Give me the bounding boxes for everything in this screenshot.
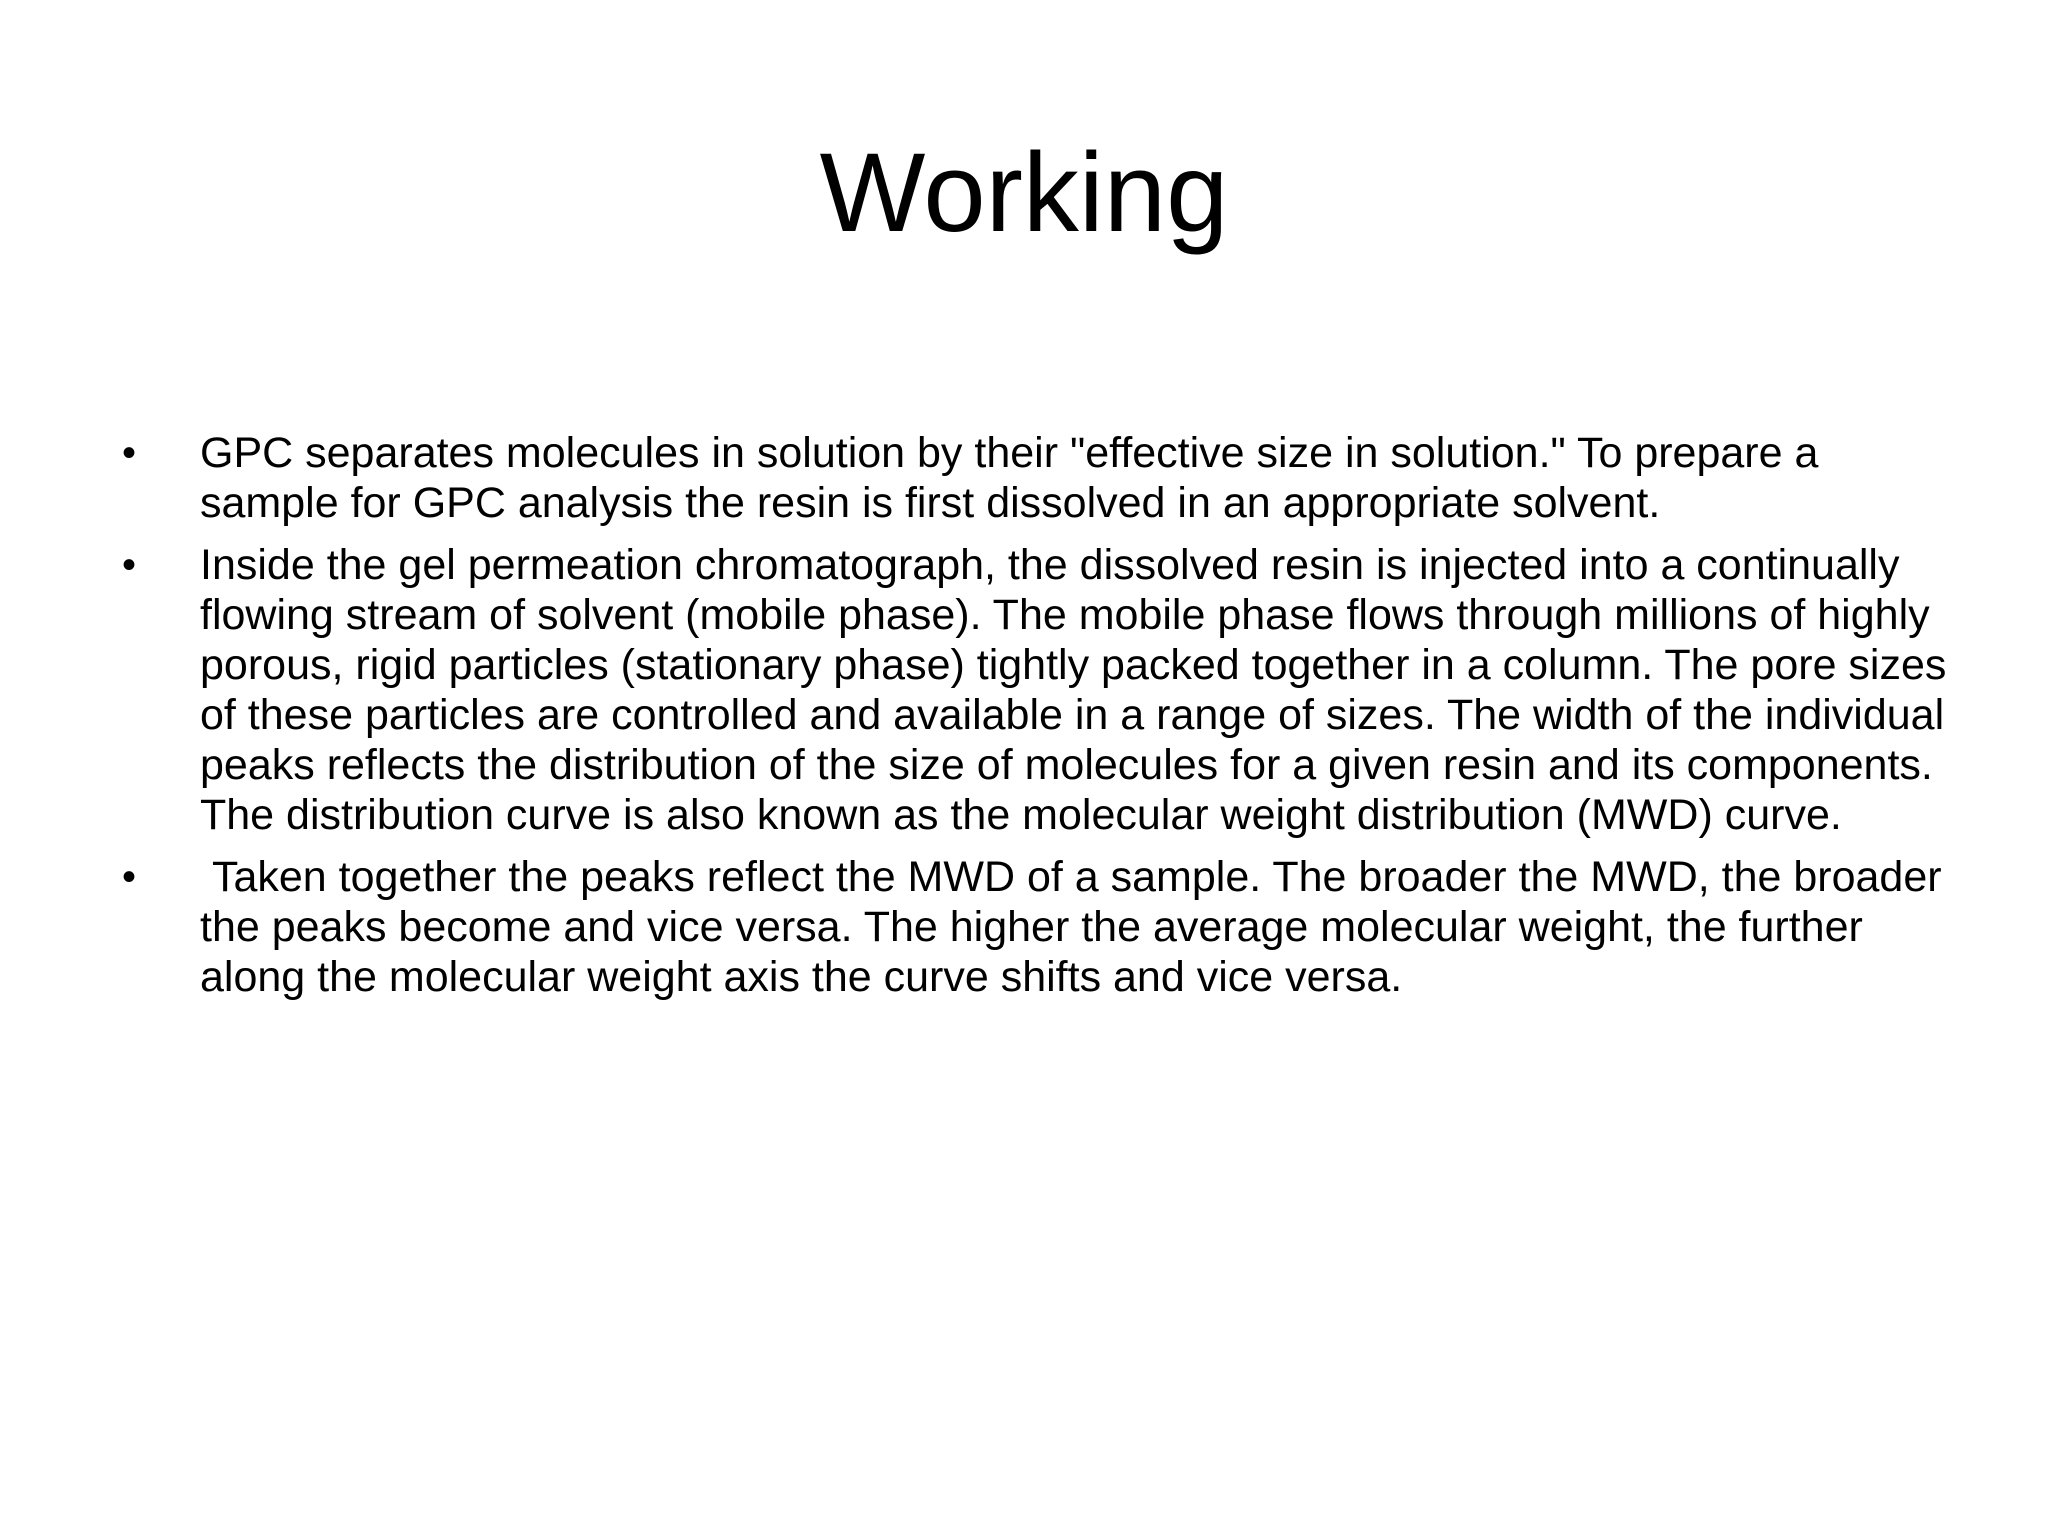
slide-title: Working (819, 130, 1229, 255)
bullet-text: Inside the gel permeation chromatograph, the dissolved resin is injected into a continually flowing stream of solvent (mobile phase). The mobile phase flows through millions of highly porous, rigid particles (stationary phase) tightly packed together in a column. The pore sizes of these particles are controlled and available in a range of sizes. The width of the individual peaks reflects the distribution of the size of molecules for a given resin and its components. The distribution curve is also known as the molecular weight distribution (MWD) curve. (200, 541, 1959, 839)
bullet-item-2 (120, 540, 1959, 840)
bullet-text: Taken together the peaks reflect the MWD of a sample. The broader the MWD, the broader the peaks become and vice versa. The higher the average molecular weight, the further along the molecular weight axis the curve shifts and vice versa. (200, 853, 1954, 1001)
bullet-text: GPC separates molecules in solution by their "effective size in solution." To prepare a sample for GPC analysis the resin is first dissolved in an appropriate solvent. (200, 429, 1831, 527)
bullet-icon: • (122, 855, 137, 899)
bullet-icon: • (122, 431, 137, 475)
bullet-item-3 (120, 852, 1954, 1002)
bullet-list (120, 428, 1959, 1014)
bullet-icon: • (122, 543, 137, 587)
bullet-item-1 (120, 428, 1948, 528)
